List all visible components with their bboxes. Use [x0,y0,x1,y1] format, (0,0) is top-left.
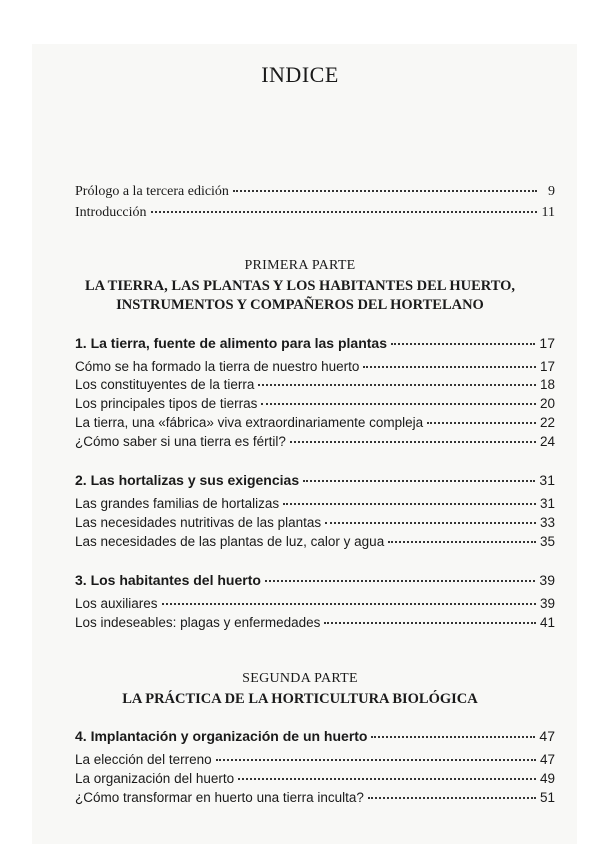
part-one-heading [0,258,600,315]
entry-label: La tierra, una «fábrica» viva extraordinariamente compleja [75,415,424,430]
entry-label: La organización del huerto [75,771,235,786]
toc-section[interactable] [75,534,555,549]
entry-page: 18 [539,377,555,392]
dot-leader [238,778,536,780]
dot-leader [162,603,536,605]
toc-chapter-3[interactable] [75,572,555,588]
dot-leader [388,541,536,543]
entry-label: Cómo se ha formado la tierra de nuestro huerto [75,359,360,374]
entry-page: 31 [539,472,555,488]
entry-label: La elección del terreno [75,752,212,767]
toc-section[interactable] [75,615,555,630]
entry-page: 47 [539,752,555,767]
entry-label: Las necesidades de las plantas de luz, calor y agua [75,534,385,549]
part-label: PRIMERA PARTE [244,258,356,273]
entry-label: Los constituyentes de la tierra [75,377,255,392]
entry-page: 9 [548,184,555,199]
toc-section[interactable] [75,771,555,786]
toc-section[interactable] [75,790,555,805]
entry-label: Las necesidades nutritivas de las plantas [75,515,322,530]
entry-page: 33 [539,515,555,530]
dot-leader [391,343,535,345]
entry-page: 35 [539,534,555,549]
toc-section[interactable] [75,396,555,411]
dot-leader [325,522,536,524]
entry-label: Los indeseables: plagas y enfermedades [75,615,321,630]
chapter-title: 3. Los habitantes del huerto [75,572,261,588]
part-title-line2: INSTRUMENTOS Y COMPAÑEROS DEL HORTELANO [116,297,484,313]
entry-page: 22 [539,415,555,430]
entry-page: 24 [539,434,555,449]
toc-chapter-2[interactable] [75,472,555,488]
toc-section[interactable] [75,434,555,449]
dot-leader [216,759,536,761]
toc-section[interactable] [75,415,555,430]
entry-label: Introducción [75,205,147,220]
toc-section[interactable] [75,515,555,530]
part-title-line1: LA PRÁCTICA DE LA HORTICULTURA BIOLÓGICA [122,691,478,707]
chapter-title: 4. Implantación y organización de un huerto [75,728,368,744]
dot-leader [261,403,536,405]
dot-leader [368,797,536,799]
toc-entry-prologo[interactable] [75,184,555,200]
entry-label: Los auxiliares [75,596,158,611]
entry-page: 39 [539,572,555,588]
toc-section[interactable] [75,496,555,511]
toc-chapter-4[interactable] [75,728,555,744]
entry-page: 17 [539,335,555,351]
entry-page: 49 [539,771,555,786]
entry-page: 31 [539,496,555,511]
dot-leader [371,736,535,738]
dot-leader [283,503,536,505]
entry-label: Prólogo a la tercera edición [75,184,229,199]
part-title-line1: LA TIERRA, LAS PLANTAS Y LOS HABITANTES DEL HUERTO, [84,278,516,294]
entry-page: 47 [539,728,555,744]
dot-leader [324,622,536,624]
toc-section[interactable] [75,752,555,767]
part-label: SEGUNDA PARTE [242,671,358,686]
entry-page: 51 [539,790,555,805]
toc-chapter-1[interactable] [75,335,555,351]
dot-leader [427,422,536,424]
dot-leader [233,190,537,192]
dot-leader [258,384,536,386]
chapter-title: 2. Las hortalizas y sus exigencias [75,472,300,488]
dot-leader [303,480,535,482]
dot-leader [265,580,536,582]
entry-page: 17 [539,359,555,374]
entry-page: 20 [539,396,555,411]
entry-label: ¿Cómo saber si una tierra es fértil? [75,434,286,449]
dot-leader [363,366,536,368]
entry-label: ¿Cómo transformar en huerto una tierra inculta? [75,790,364,805]
entry-page: 41 [539,615,555,630]
toc-section[interactable] [75,359,555,374]
entry-page: 11 [541,205,555,220]
entry-label: Los principales tipos de tierras [75,396,258,411]
chapter-title: 1. La tierra, fuente de alimento para las plantas [75,335,387,351]
entry-page: 39 [539,596,555,611]
dot-leader [151,211,537,213]
toc-section[interactable] [75,377,555,392]
dot-leader [290,441,536,443]
toc-section[interactable] [75,596,555,611]
part-two-heading [0,671,600,709]
toc-entry-introduccion[interactable] [75,205,555,221]
index-title: INDICE [261,62,339,87]
entry-label: Las grandes familias de hortalizas [75,496,280,511]
